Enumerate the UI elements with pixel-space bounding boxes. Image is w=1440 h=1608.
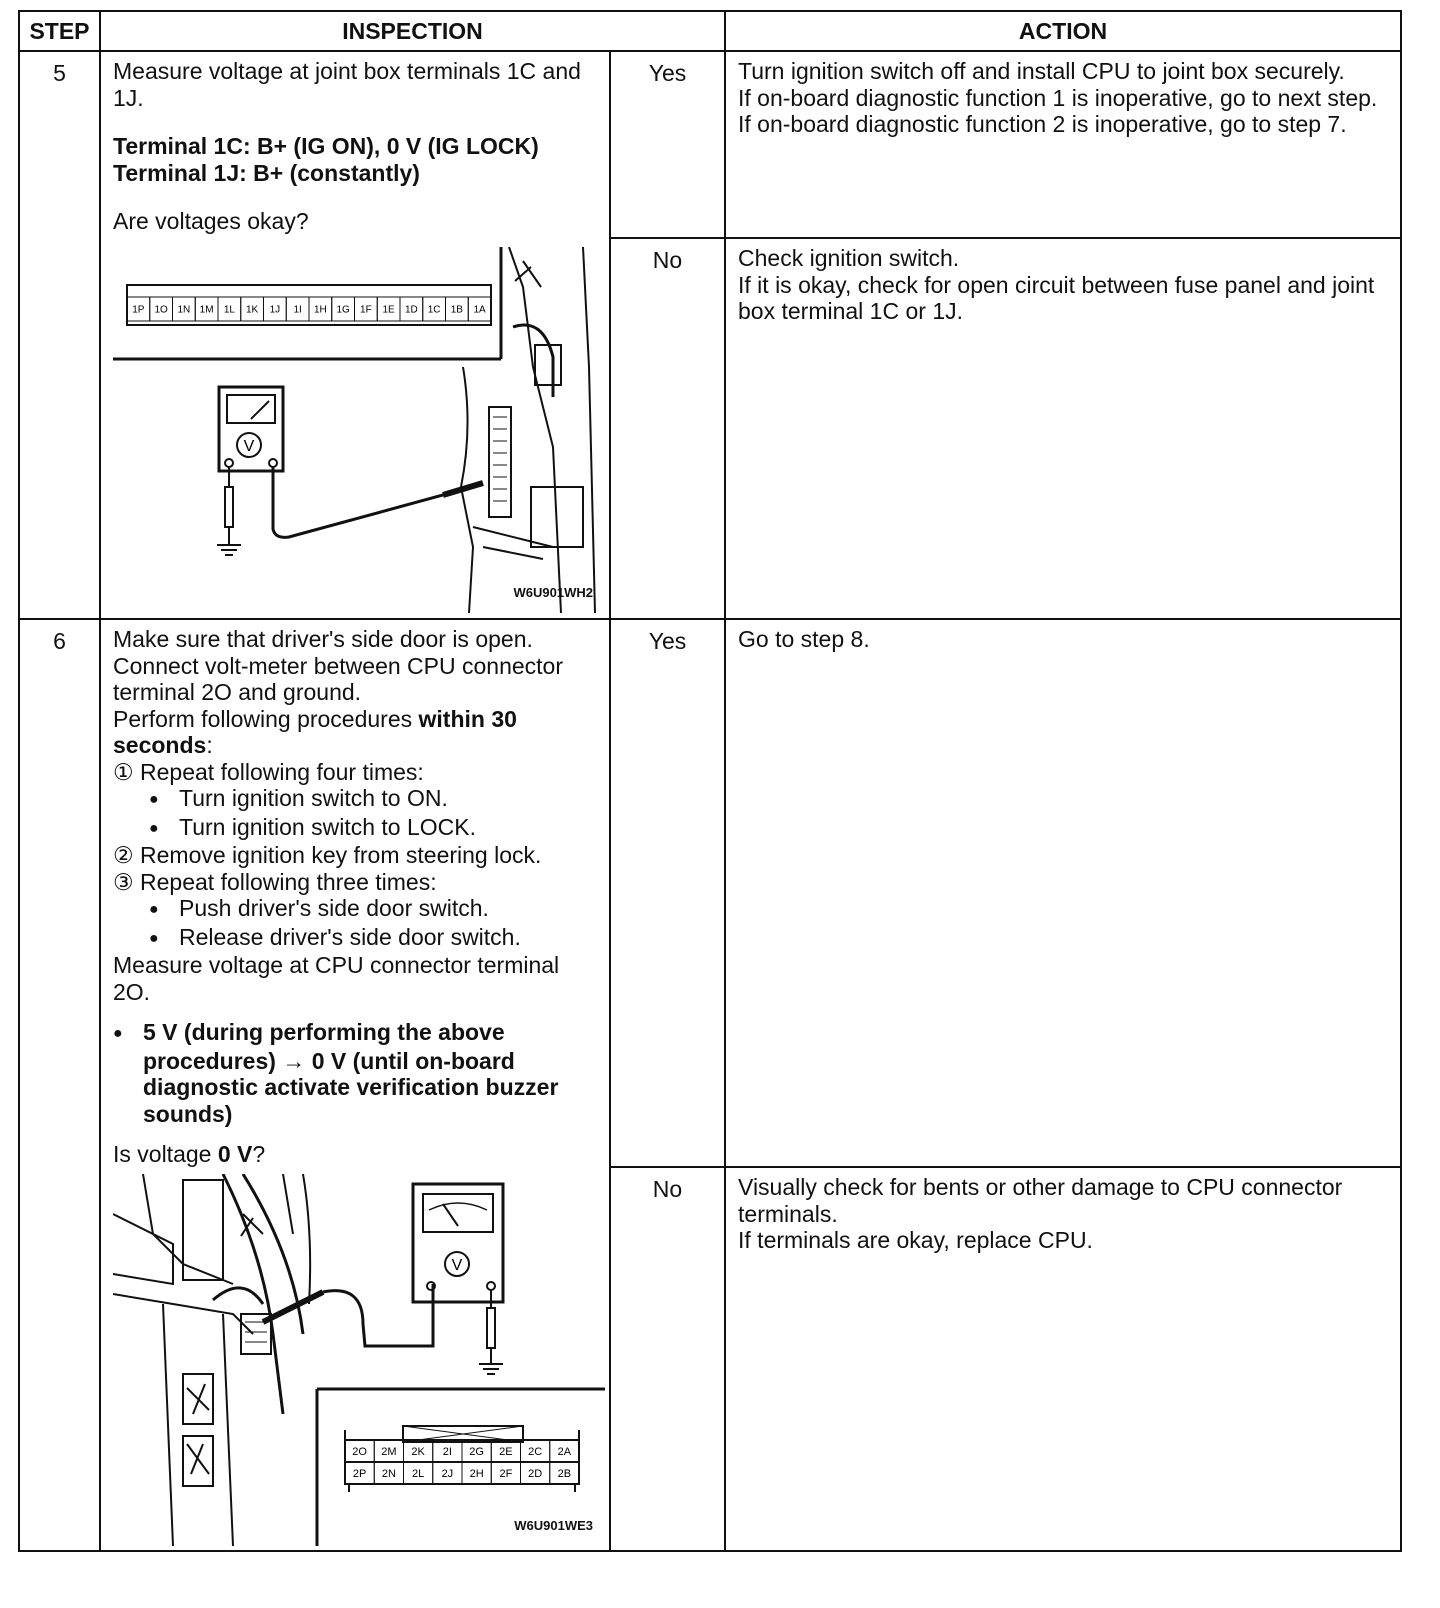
step6-measure: Measure voltage at CPU connector terminal 2O. [113,952,560,1005]
step5-number: 5 [19,51,100,619]
connector-pin-1g: 1G [336,304,350,316]
connector-pin-1i: 1I [293,304,302,316]
header-inspection: INSPECTION [100,11,725,51]
header-action: ACTION [725,11,1401,51]
step6-question-bold: 0 V [217,1141,253,1167]
step6-no-label: No [610,1167,725,1551]
step6-proc-3b [113,924,599,953]
step5-inspection [100,51,610,619]
step6-proc-3: ③ Repeat following three times: [113,868,437,895]
step6-proc-1a [113,785,599,814]
step5-spec-1c: Terminal 1C: B+ (IG ON), 0 V (IG LOCK) [113,133,539,159]
step6-line-2: Connect volt-meter between CPU connector terminal 2O and ground. [113,652,563,705]
step6-yes-label: Yes [610,619,725,1167]
step6-question-post: ? [252,1141,266,1167]
connector-pin-2a: 2A [557,1445,572,1458]
step6-proc-3a [113,895,599,924]
connector-pin-1c: 1C [427,304,441,316]
connector-pin-1k: 1K [246,304,259,316]
step6-number: 6 [19,619,100,1551]
connector-pin-2f: 2F [499,1467,513,1480]
step6-inspection [100,619,610,1551]
step5-illustration [113,247,599,613]
connector-pin-1j: 1J [269,304,281,316]
step6-question-pre: Is voltage [113,1141,218,1167]
step6-proc-1b-text: Turn ignition switch to LOCK. [179,813,476,840]
step5-yes-row [19,51,1401,238]
connector-pin-1n: 1N [177,304,191,316]
step5-no-label: No [610,238,725,619]
step6-line-3-bold: within 30 seconds [113,705,517,758]
step5-yes-action [725,51,1401,238]
step6-line-3-pre: Perform following procedures [113,705,419,732]
step6-question [113,1141,599,1168]
connector-pin-2n: 2N [381,1467,396,1480]
connector-pin-2d: 2D [528,1467,543,1480]
step6-proc-3b-text: Release driver's side door switch. [179,923,521,950]
step6-illustration [113,1174,605,1546]
step6-line-3-post: : [206,732,213,758]
step5-figure-code: W6U901WH2 [513,585,593,600]
connector-pin-2g: 2G [469,1445,484,1458]
voltmeter-symbol: V [451,1256,463,1274]
connector-pin-1m: 1M [199,304,214,316]
connector-pin-2p: 2P [352,1467,367,1480]
connector-pin-2o: 2O [352,1445,367,1458]
step5-yes-label: Yes [610,51,725,238]
step5-spec-1j: Terminal 1J: B+ (constantly) [113,159,420,186]
step5-no-action [725,238,1401,619]
connector-pin-1l: 1L [223,304,235,316]
connector-pin-2m: 2M [381,1445,397,1458]
connector-pin-1a: 1A [473,304,486,316]
voltmeter-symbol: V [243,437,255,455]
cpu-connector-pins [345,1440,579,1484]
step6-proc-1a-text: Turn ignition switch to ON. [179,785,448,811]
joint-box-pins [127,297,491,321]
connector-pin-1d: 1D [404,304,418,316]
connector-pin-2e: 2E [499,1445,513,1458]
header-step: STEP [19,11,100,51]
connector-pin-2l: 2L [412,1467,425,1480]
connector-pin-1f: 1F [360,304,372,316]
step6-spec: ● 5 V (during performing the above procedures) → 0 V (until on-board diagnostic activate verification buzzer sounds) [113,1019,599,1127]
step6-no-line-2: If terminals are okay, replace CPU. [738,1227,1093,1253]
connector-pin-2j: 2J [441,1467,454,1480]
connector-pin-1o: 1O [154,304,168,316]
step6-figure [113,1174,599,1546]
step5-measure: Measure voltage at joint box terminals 1C and 1J. [113,58,581,111]
connector-pin-2k: 2K [411,1445,425,1458]
step5-question: Are voltages okay? [113,208,309,234]
step6-proc-1: ① Repeat following four times: [113,758,424,785]
step6-no-line-1: Visually check for bents or other damage to CPU connector terminals. [738,1174,1343,1227]
connector-pin-1e: 1E [382,304,395,316]
header-row [19,11,1401,51]
diagnostic-table [18,10,1402,1552]
connector-pin-2i: 2I [442,1445,452,1458]
connector-pin-1h: 1H [313,304,327,316]
step5-yes-line-2: If on-board diagnostic function 1 is inoperative, go to next step. [738,84,1378,111]
connector-pin-2b: 2B [557,1467,572,1480]
step5-no-line-2: If it is okay, check for open circuit between fuse panel and joint box terminal 1C or 1J. [738,271,1375,324]
step6-yes-action: Go to step 8. [725,619,1401,1167]
step6-proc-2: ② Remove ignition key from steering lock. [113,842,542,868]
step5-figure [113,247,599,613]
connector-pin-1b: 1B [450,304,463,316]
step6-yes-row [19,619,1401,1167]
step6-line-3 [113,706,599,759]
step6-proc-1b [113,814,599,843]
connector-pin-2h: 2H [469,1467,484,1480]
step5-yes-line-1: Turn ignition switch off and install CPU to joint box securely. [738,58,1345,84]
step6-no-action [725,1167,1401,1551]
step6-line-1: Make sure that driver's side door is open. [113,626,533,652]
connector-pin-1p: 1P [132,304,145,316]
step6-proc-3a-text: Push driver's side door switch. [179,895,489,921]
step5-no-line-1: Check ignition switch. [738,245,960,271]
step6-figure-code: W6U901WE3 [514,1518,593,1533]
connector-pin-2c: 2C [528,1445,543,1458]
step5-yes-line-3: If on-board diagnostic function 2 is inoperative, go to step 7. [738,111,1347,137]
